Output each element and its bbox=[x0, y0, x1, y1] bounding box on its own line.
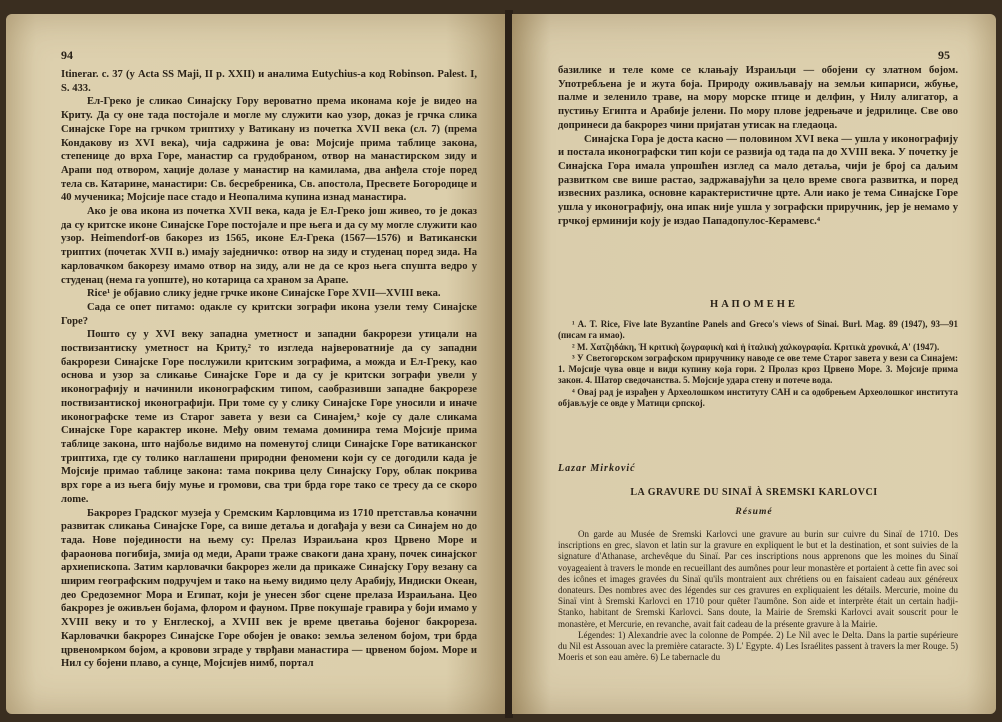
right-page bbox=[512, 14, 996, 714]
paragraph: Itinerar. c. 37 (у Acta SS Maji, II p. XXII) и аналима Eutychius-a код Robinson. Palest. I, S. 433. bbox=[61, 69, 477, 94]
resume-title: LA GRAVURE DU SINAÏ À SREMSKI KARLOVCI bbox=[630, 487, 878, 498]
resume-subtitle: Résumé bbox=[735, 507, 773, 517]
page-number: 94 bbox=[61, 48, 73, 62]
footnotes bbox=[558, 319, 958, 409]
footnote: ² M. Χατζηδάκη, Ἡ κριτικὴ ζωγραφικὴ καὶ ἡ ἰταλικὴ χαλκογραφία. Κριτικὰ χρονικά, Α' (1947). bbox=[572, 341, 940, 352]
paragraph: Сада се опет питамо: одакле су критски зографи икона узели тему Синајске Горе? bbox=[61, 301, 477, 327]
page-number: 95 bbox=[938, 48, 950, 62]
left-body-text bbox=[61, 68, 477, 671]
paragraph: Пошто су у XVI веку западна уметност и западни бакрорези утицали на поствизантиску уметност на Криту,² то изгледа највероватније да су западни бакрорези Синајске Горе послужили критским зографима, а можда и Ел-Греку, као основа и узор за сликање Синајске Горе и да су је критски зографи увели у иконографију и начинили иконографским типом, саобразивши западне бакрорезе поствизантиској иконографији. При томе су у слику Синајске Горе уносили и иначе иконографске теме из Старог завета у вези са Синајем,³ које су дале сликама Синајске Горе карактер иконе. Међу овим темама доминира тема Мојсије прима таблице закона, што најбоље видимо на поменутој слици Синајске Горе ватиканског триптиха, где су толико наглашени природни феномени који су се догодили када је Мојсије примао таблице закона: тама покрива целу Синајску Гору, облак покрива врх горе а из њега бију муње и громови, сва три брда горе тако се тресу да се скоро лome. bbox=[61, 329, 477, 505]
left-page bbox=[6, 14, 506, 714]
paragraph: Rice¹ је објавио слику једне грчке иконе Синајске Горе XVII—XVIII века. bbox=[87, 288, 441, 300]
resume-text bbox=[558, 529, 958, 663]
paragraph: On garde au Musée de Sremski Karlovci une gravure au burin sur cuivre du Sinaï de 1710. Des inscriptions en grec, slavon et latin sur la gravure en expliquent le but et la destination, et sont suivies de la signature d'Athanase, archevêque du Sinaï. Par ces inscriptions nous apprenons que les moines du Sinaï voyageaient à travers le monde en recueillant des aumônes pour leur monastère et portaient à cette fin avec soi des icônes et images gravées du Sinaï qu'ils montraient aux chrétiens ou en faisaient cadeau aux généreux donateurs. Des nombres avec des légendes sur ces gravures en expliquaient les détails. Mercurie, moine du Sinaï vint à Sremski Karlovci en 1710 pour quêter l'aumône. Son aide et interprète était un certain hadji-Stanko, habitant de Sremski Karlovci. Sans doute, la Mairie de Sremski Karlovci avait souscrit pour le monastère, et Mercurie, en revanche, avait fait cadeau de la présente gravure à la Mairie. bbox=[558, 529, 958, 629]
notes-heading: НАПОМЕНЕ bbox=[710, 299, 798, 310]
footnote: ⁴ Овај рад је израђен у Археолошком институту САН и са одобрењем Археолошког института објављује се овде у Матици српској. bbox=[558, 386, 958, 409]
paragraph: Ако је ова икона из почетка XVII века, када је Ел-Греко још живео, то је доказ да су критске иконе Синајске Горе постојале и пре њега и да су му могле служити као узор. Heimendorf-ов бакорез из 1565, иконе Ел-Грека (1567—1576) и Ватикански триптих (почетак XVII в.) имају заједничко: отвор на зиду и студенац поред зида. На карловачком бакорезу имамо отвор на зиду, али не да се кроз њега спушта ведро у студенац (нема га уопште), но котарица са храном за Арапе. bbox=[61, 206, 477, 286]
paragraph: Ел-Греко је сликао Синајску Гору вероватно према иконама које је видео на Криту. Да су оне тада постојале и могле му служити као узор, доказ је грчка слика Синајске Горе на грчком триптиху у Ватикану из почетка XVII века (сл. 7) (према Кондакову из XVI века), чија садржина је ова: Мојсије прима таблице закона, степенице до врха Горе, манастир са грудобраном, отвор на манастирском зиду и Арапи под отвором, хације долазе у манастир на камилама, два анђела стоје поред тела св. Катарине, манастири: Св. бесребреника, Св. апостола, Пресвете Богородице и 40 мученика; Мојсије пасе стадо и Неопалима купина изнад манастира. bbox=[61, 96, 477, 204]
right-body-text bbox=[558, 64, 958, 228]
paragraph: базилике и теле коме се клањају Израиљци — обојени су златном бојом. Употребљена је и жута боја. Природу оживљавају на земљи кипариси, жбуње, палме и зеленило траве, на мору морске птице и делфин, у Нилу алигатор, а пустињу Египта и Арабије јелени. По мору плове једрењаче и једрилице. Све ово допринеси да бакрорез чини пријатан утисак на гледаоца. bbox=[558, 65, 958, 131]
paragraph: Синајска Гора је доста касно — половином XVI века — ушла у иконографију и постала иконографски тип који се развија од тада па до XVIII века. У почетку је Синајска Гора имала упрошћен изглед са мало детаља, чији је број са даљим развитком све више растао, задржавајући за цело време свога развитка, и поред извесних разлика, основне карактеристичне црте. Али иако је тема Синајске Горе ушла у иконографију, она ипак није ушла у зографски приручник, јер је немамо у грчкој ерминији коју је издао Пападопулос-Керамевс.⁴ bbox=[558, 133, 958, 227]
paragraph: Légendes: 1) Alexandrie avec la colonne de Pompée. 2) Le Nil avec le Delta. Dans la partie supérieure du Nil est Assouan avec la première cataracte. 3) L' Egypte. 4) Les Israélites passent à travers la mer Rouge. 5) Moeris et son eau amère. 6) Le tabernacle du bbox=[558, 629, 958, 663]
footnote: ¹ A. T. Rice, Five late Byzantine Panels and Greco's views of Sinai. Burl. Mag. 89 (1947), 93—91 (писам га имао). bbox=[558, 319, 958, 341]
author-name: Lazar Mirković bbox=[558, 463, 636, 474]
paragraph: Бакрорез Градског музеја у Сремским Карловцима из 1710 претставља коначни развитак сликања Синајске Горе, са више детаља и догађаја у вези са Синајем но до тада. Нове појединости на њему су: Прелаз Израиљана кроз Црвено Море и фараонова погибија, змија од меди, Арапи траже свакоги дана храну, почек синајског архиепископа. Затим карловачки бакрорез жели да прикаже Синајску Гору везану са ширим географским подручјем и тако на њему видимо целу Арабију, Индиски Океан, део Средоземног Мора и Египат, који је унесен због сцене прелаза Израиљана. Цео бакрорез је оживљен бојама, флором и фауном. Прве покушаје гравира у боји имамо у XVIII веку и то у Енглеској, а XVIII век је време цветања бојеног бакрореза. Карловачки бакрорез Синајске Горе обојен је овако: земља зеленом бојом, три брда црвеномрком бојом, а кровови зграде у тврђави манастира — црвеном бојом. Море и Нил су бојени плаво, а сунце, Мојсијев нимб, портал bbox=[61, 507, 477, 670]
footnote: ³ У Светогорском зографском приручнику наводе се ове теме Старог завета у вези са Синајем: 1. Мојсије чува овце и види купину која гори. 2 Пролаз кроз Црвено Море. 3. Мојсије прима закон. 4. Шатор сведочанства. 5. Мојсије удара стену и потече вода. bbox=[558, 352, 958, 386]
